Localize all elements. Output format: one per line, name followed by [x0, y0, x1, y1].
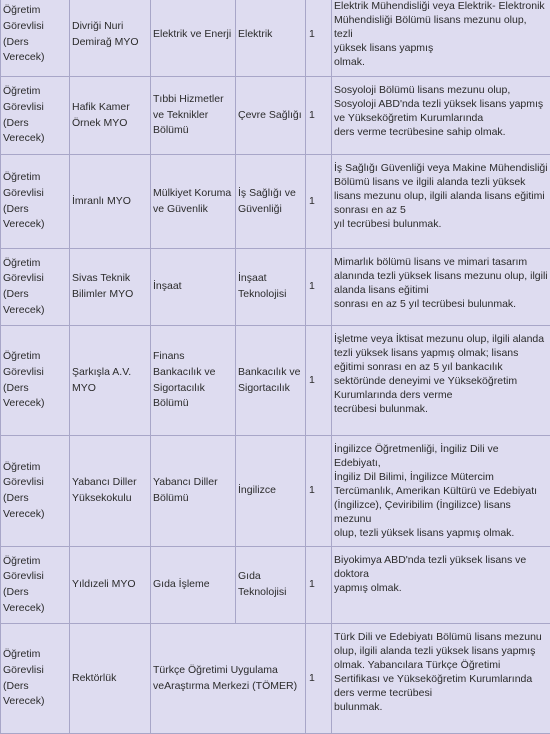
- requirements-line: Sosyoloji Bölümü lisans mezunu olup,: [334, 83, 548, 97]
- requirements-cell: [332, 624, 550, 734]
- requirements-cell: [332, 0, 550, 77]
- requirements-line: İngilizce Öğretmenliği, İngiliz Dili ve Edebiyatı,: [334, 442, 548, 470]
- requirements-line: ders verme tecrübesine sahip olmak.: [334, 125, 548, 139]
- position-title-line: Görevlisi: [3, 475, 67, 491]
- requirements-line: bulunmak.: [334, 700, 548, 714]
- position-title-line: Görevlisi: [3, 663, 67, 679]
- position-title-line: Görevlisi: [3, 100, 67, 116]
- count-cell: 1: [306, 624, 332, 734]
- count-cell: 1: [306, 0, 332, 77]
- requirements-line: Tercümanlık, Amerikan Kültürü ve Edebiyatı: [334, 484, 548, 498]
- requirements-line: ve Yükseköğretim Kurumlarında: [334, 111, 548, 125]
- count-cell: 1: [306, 155, 332, 249]
- requirements-line: alanda lisans eğitimi: [334, 283, 548, 297]
- table-row: [1, 547, 550, 624]
- requirements-line: Sertifikası ve Yükseköğretim Kurumlarında: [334, 672, 548, 686]
- program-merged-cell: Türkçe Öğretimi Uygulama veAraştırma Merkezi (TÖMER): [151, 624, 306, 734]
- position-title-cell: [1, 326, 70, 436]
- requirements-line: Mühendisliği Bölümü lisans mezunu olup, tezli: [334, 13, 548, 41]
- position-title-line: (Ders: [3, 585, 67, 601]
- position-title-cell: [1, 436, 70, 547]
- position-title-line: Öğretim: [3, 647, 67, 663]
- count-cell: 1: [306, 77, 332, 155]
- requirements-line: yıl tecrübesi bulunmak.: [334, 217, 548, 231]
- requirements-line: olup, tezli yüksek lisans yapmış olmak.: [334, 526, 548, 540]
- count-cell: 1: [306, 249, 332, 326]
- program-cell: Yabancı Diller Bölümü: [151, 436, 236, 547]
- requirements-line: olmak. Yabancılara Türkçe Öğretimi: [334, 658, 548, 672]
- program-cell: İnşaat: [151, 249, 236, 326]
- position-title-line: Verecek): [3, 50, 67, 66]
- unit-cell: Divriği Nuri Demirağ MYO: [70, 0, 151, 77]
- unit-cell: Yabancı Diller Yüksekokulu: [70, 436, 151, 547]
- requirements-line: İşletme veya İktisat mezunu olup, ilgili alanda: [334, 332, 548, 346]
- requirements-cell: [332, 547, 550, 624]
- requirements-cell: [332, 436, 550, 547]
- requirements-line: Kurumlarında ders verme: [334, 388, 548, 402]
- table-row: [1, 326, 550, 436]
- position-title-line: Öğretim: [3, 84, 67, 100]
- position-title-line: (Ders: [3, 381, 67, 397]
- unit-cell: Yıldızeli MYO: [70, 547, 151, 624]
- program-cell: Finans Bankacılık ve Sigortacılık Bölümü: [151, 326, 236, 436]
- requirements-cell: [332, 326, 550, 436]
- position-title-line: (Ders: [3, 35, 67, 51]
- position-title-line: Öğretim: [3, 3, 67, 19]
- requirements-line: olmak.: [334, 55, 548, 69]
- requirements-line: sektöründe deneyimi ve Yükseköğretim: [334, 374, 548, 388]
- requirements-line: mezunu: [334, 512, 548, 526]
- requirements-line: Bölümü lisans ve ilgili alanda tezli yüksek: [334, 175, 548, 189]
- position-title-line: (Ders: [3, 116, 67, 132]
- field-cell: Bankacılık ve Sigortacılık: [236, 326, 306, 436]
- count-cell: 1: [306, 436, 332, 547]
- program-cell: Mülkiyet Koruma ve Güvenlik: [151, 155, 236, 249]
- position-title-line: Görevlisi: [3, 186, 67, 202]
- unit-cell: İmranlı MYO: [70, 155, 151, 249]
- field-cell: İngilizce: [236, 436, 306, 547]
- position-title-cell: [1, 77, 70, 155]
- position-title-line: Öğretim: [3, 170, 67, 186]
- table-row: [1, 249, 550, 326]
- requirements-line: eğitimi sonrası en az 5 yıl bankacılık: [334, 360, 548, 374]
- requirements-line: Elektrik Mühendisliği veya Elektrik- Elektronik: [334, 0, 548, 13]
- position-title-cell: [1, 624, 70, 734]
- table-row: [1, 624, 550, 734]
- position-title-line: Görevlisi: [3, 19, 67, 35]
- requirements-line: ders verme tecrübesi: [334, 686, 548, 700]
- unit-cell: Hafik Kamer Örnek MYO: [70, 77, 151, 155]
- count-cell: 1: [306, 547, 332, 624]
- position-title-line: Öğretim: [3, 349, 67, 365]
- requirements-cell: [332, 249, 550, 326]
- position-title-line: Öğretim: [3, 460, 67, 476]
- requirements-line: sonrası en az 5: [334, 203, 548, 217]
- program-cell: Elektrik ve Enerji: [151, 0, 236, 77]
- requirements-line: Biyokimya ABD'nda tezli yüksek lisans ve: [334, 553, 548, 567]
- unit-cell: Şarkışla A.V. MYO: [70, 326, 151, 436]
- position-title-line: (Ders: [3, 202, 67, 218]
- requirements-line: Sosyoloji ABD'nda tezli yüksek lisans yapmış: [334, 97, 548, 111]
- table-row: [1, 155, 550, 249]
- requirements-line: doktora: [334, 567, 548, 581]
- position-title-cell: [1, 547, 70, 624]
- position-title-line: (Ders: [3, 679, 67, 695]
- position-title-cell: [1, 0, 70, 77]
- requirements-cell: [332, 155, 550, 249]
- position-title-line: Verecek): [3, 396, 67, 412]
- program-cell: Gıda İşleme: [151, 547, 236, 624]
- position-title-line: Verecek): [3, 601, 67, 617]
- requirements-line: tezli yüksek lisans yapmış olmak; lisans: [334, 346, 548, 360]
- field-cell: Gıda Teknolojisi: [236, 547, 306, 624]
- position-title-line: Görevlisi: [3, 569, 67, 585]
- position-title-cell: [1, 155, 70, 249]
- requirements-line: sonrası en az 5 yıl tecrübesi bulunmak.: [334, 297, 548, 311]
- requirements-line: Mimarlık bölümü lisans ve mimari tasarım: [334, 255, 548, 269]
- position-title-line: Verecek): [3, 131, 67, 147]
- field-cell: Elektrik: [236, 0, 306, 77]
- position-title-line: Verecek): [3, 694, 67, 710]
- position-title-line: (Ders: [3, 287, 67, 303]
- requirements-line: olup, ilgili alanda tezli yüksek lisans yapmış: [334, 644, 548, 658]
- unit-cell: Rektörlük: [70, 624, 151, 734]
- unit-cell: Sivas Teknik Bilimler MYO: [70, 249, 151, 326]
- field-cell: Çevre Sağlığı: [236, 77, 306, 155]
- position-title-line: (Ders: [3, 491, 67, 507]
- position-title-line: Görevlisi: [3, 365, 67, 381]
- position-title-cell: [1, 249, 70, 326]
- requirements-line: tecrübesi bulunmak.: [334, 402, 548, 416]
- requirements-line: yapmış olmak.: [334, 581, 548, 595]
- position-title-line: Görevlisi: [3, 271, 67, 287]
- field-cell: İş Sağlığı ve Güvenliği: [236, 155, 306, 249]
- requirements-cell: [332, 77, 550, 155]
- count-cell: 1: [306, 326, 332, 436]
- position-title-line: Öğretim: [3, 256, 67, 272]
- requirements-line: (İngilizce), Çeviribilim (İngilizce) lisans: [334, 498, 548, 512]
- table-row: [1, 436, 550, 547]
- field-cell: İnşaat Teknolojisi: [236, 249, 306, 326]
- position-title-line: Verecek): [3, 303, 67, 319]
- requirements-line: yüksek lisans yapmış: [334, 41, 548, 55]
- requirements-line: lisans mezunu olup, ilgili alanda lisans eğitimi: [334, 189, 548, 203]
- position-title-line: Verecek): [3, 217, 67, 233]
- positions-table-body: [1, 0, 550, 734]
- requirements-line: alanında tezli yüksek lisans mezunu olup, ilgili: [334, 269, 548, 283]
- requirements-line: İş Sağlığı Güvenliği veya Makine Mühendisliği: [334, 161, 548, 175]
- position-title-line: Verecek): [3, 507, 67, 523]
- table-row: [1, 0, 550, 77]
- requirements-line: Türk Dili ve Edebiyatı Bölümü lisans mezunu: [334, 630, 548, 644]
- table-row: [1, 77, 550, 155]
- position-title-line: Öğretim: [3, 554, 67, 570]
- requirements-line: İngiliz Dil Bilimi, İngilizce Mütercim: [334, 470, 548, 484]
- program-cell: Tıbbi Hizmetler ve Teknikler Bölümü: [151, 77, 236, 155]
